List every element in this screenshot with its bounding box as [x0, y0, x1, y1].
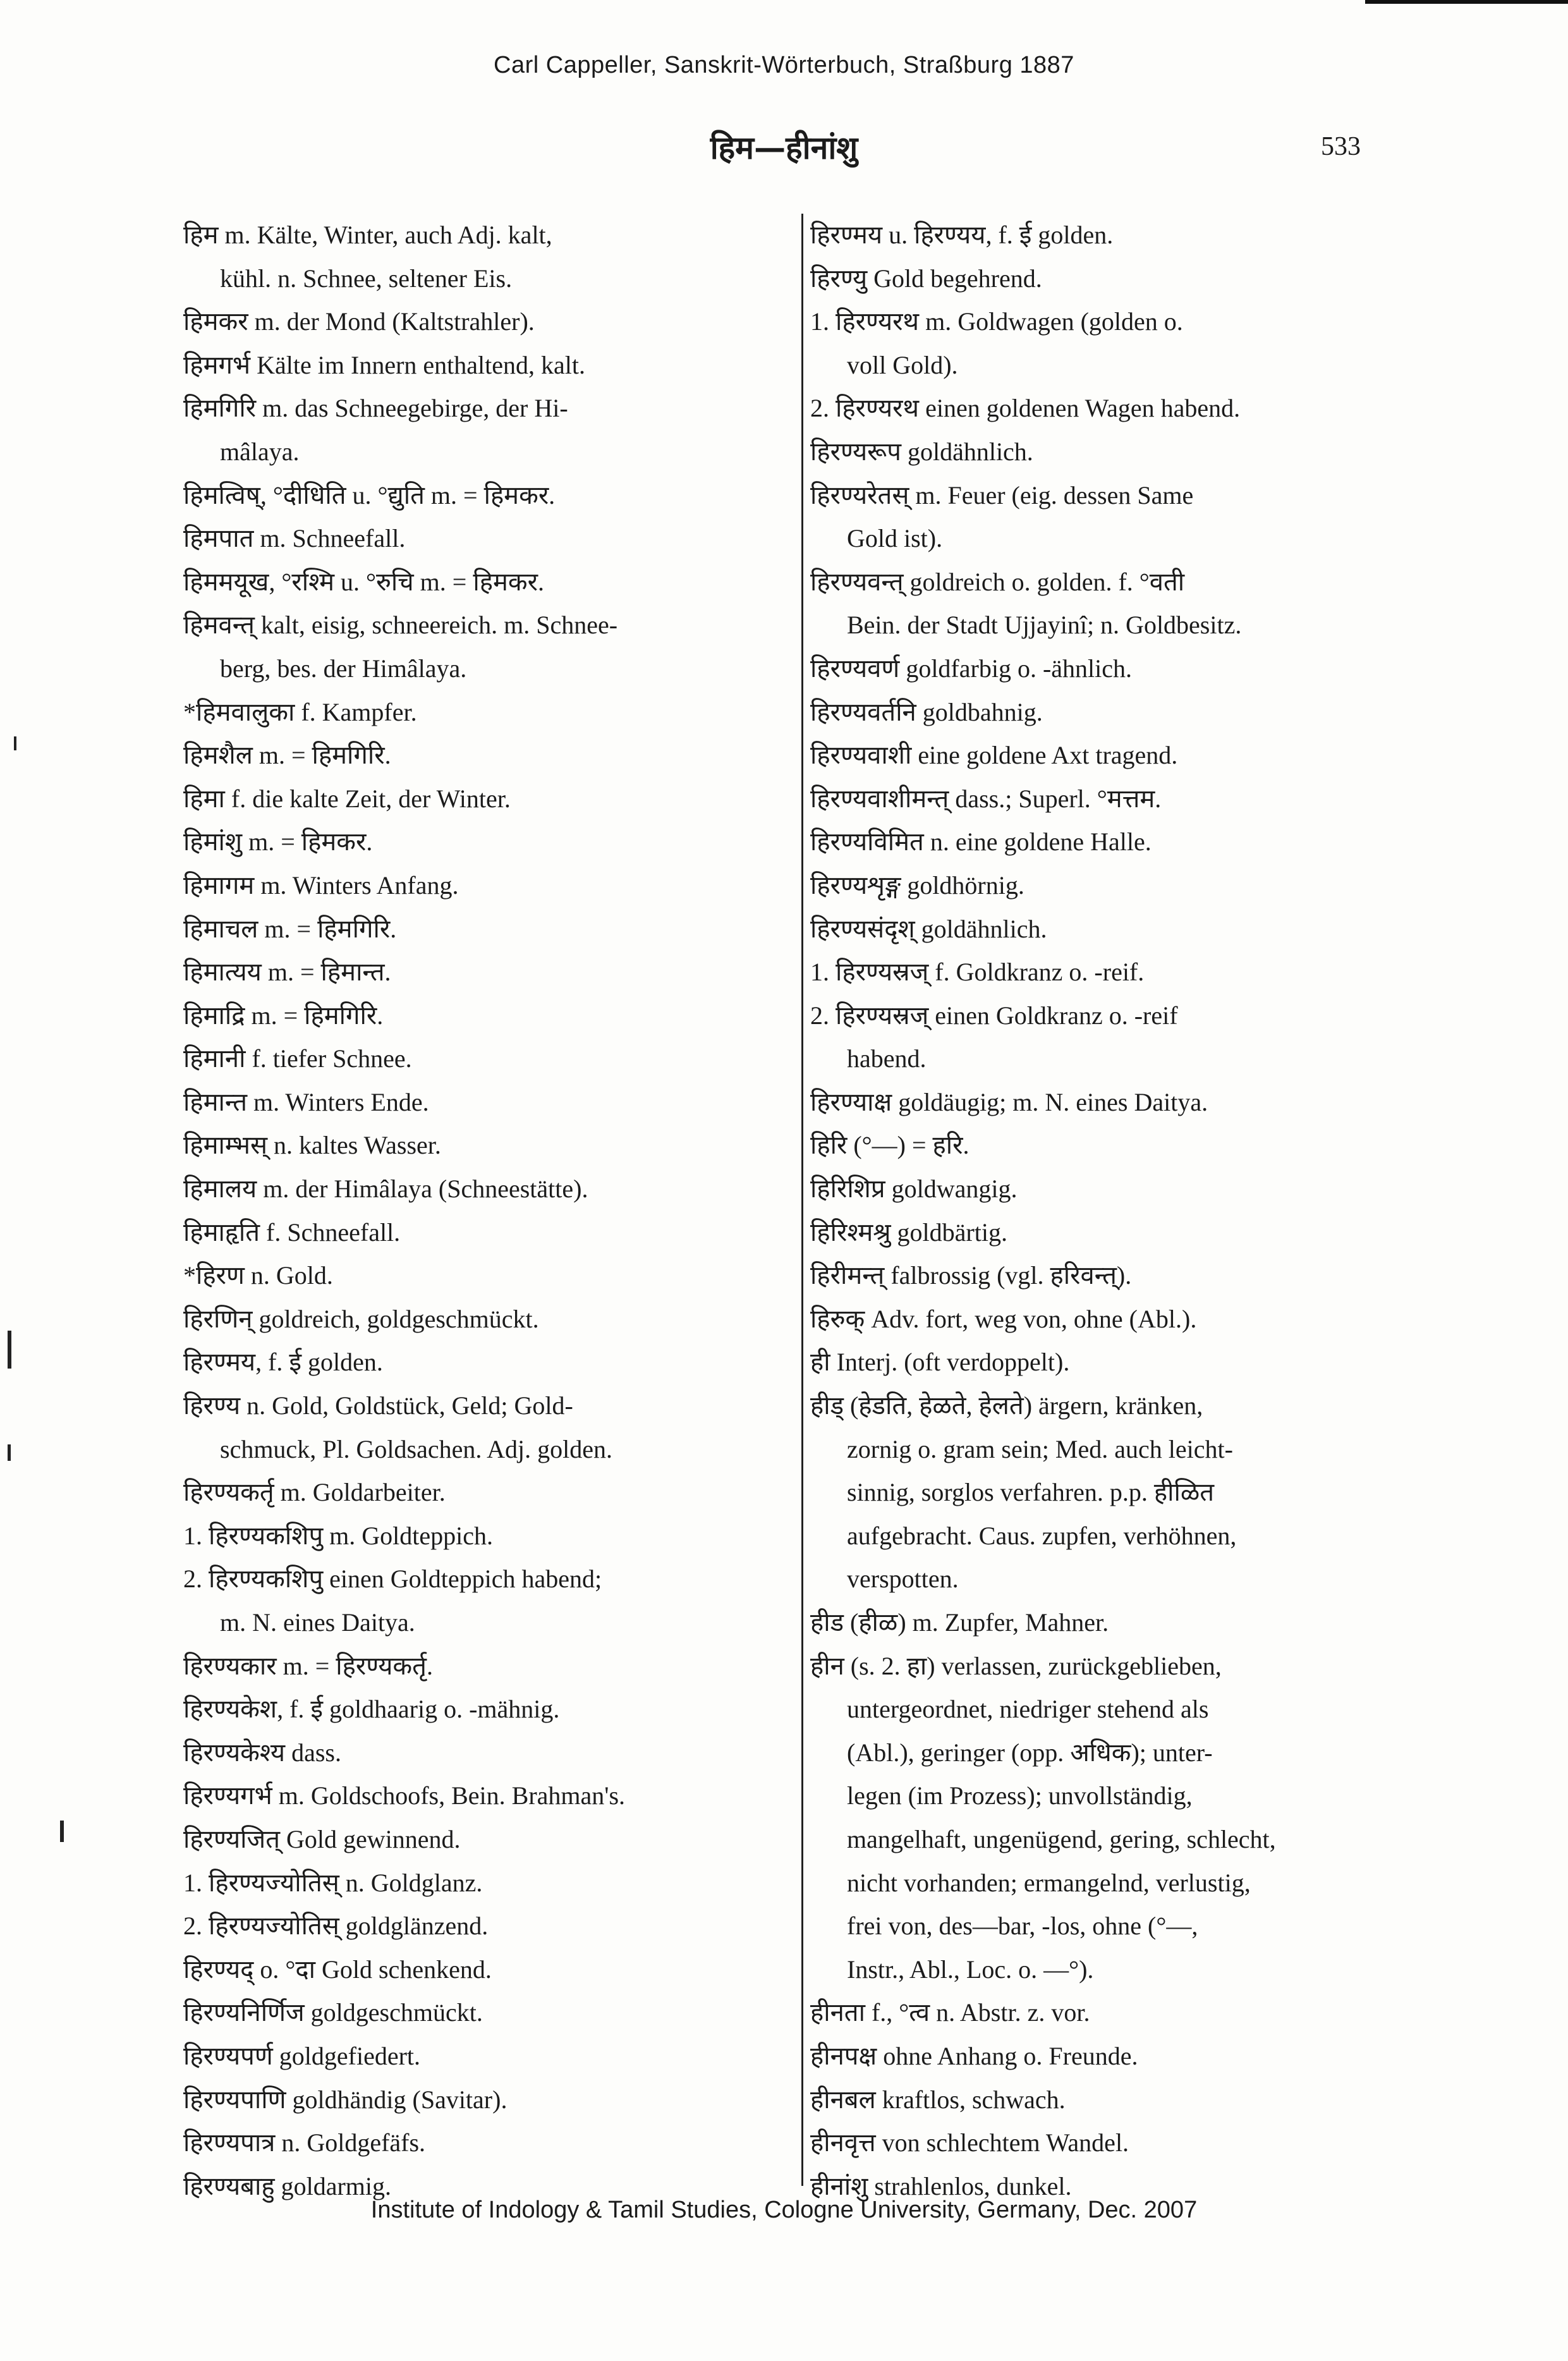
dictionary-line: हिमशैल m. = हिमगिरि.: [183, 741, 391, 770]
dictionary-line: हिरण्यद् o. °दा Gold schenkend.: [183, 1955, 492, 1984]
dictionary-line: हिरण्यवर्ण goldfarbig o. -ähnlich.: [810, 654, 1132, 683]
dictionary-line: हिमकर m. der Mond (Kaltstrahler).: [183, 307, 535, 336]
dictionary-line: हिरण्यपात्र n. Goldgefäfs.: [183, 2128, 426, 2157]
column-divider: [801, 214, 803, 2186]
left-column: [183, 214, 784, 2200]
dictionary-line: हिमा f. die kalte Zeit, der Winter.: [183, 784, 511, 813]
dictionary-line: हिरण्यरेतस् m. Feuer (eig. dessen Same: [810, 480, 1194, 509]
source-footer: Institute of Indology & Tamil Studies, Cologne University, Germany, Dec. 2007: [370, 2197, 1198, 2223]
dictionary-line: habend.: [847, 1044, 927, 1073]
dictionary-line: हिरण्यकार m. = हिरण्यकर्तृ.: [183, 1651, 433, 1680]
dictionary-line: berg, bes. der Himâlaya.: [220, 654, 467, 683]
dictionary-line: 1. हिरण्यरथ m. Goldwagen (golden o.: [810, 307, 1183, 336]
dictionary-line: हिरण्याक्ष goldäugig; m. N. eines Daitya.: [810, 1087, 1208, 1116]
dictionary-line: (Abl.), geringer (opp. अधिक); unter-: [847, 1738, 1213, 1767]
dictionary-line: legen (im Prozess); unvollständig,: [847, 1781, 1193, 1810]
dictionary-line: Gold ist).: [847, 524, 943, 553]
dictionary-line: हिमाहृति f. Schneefall.: [183, 1217, 401, 1247]
dictionary-line: frei von, des—bar, -los, ohne (°—,: [847, 1912, 1198, 1941]
dictionary-line: हिमाद्रि m. = हिमगिरि.: [183, 1001, 384, 1030]
dictionary-line: हिरण्यवाशीमन्त् dass.; Superl. °मत्तम.: [810, 784, 1162, 813]
dictionary-line: 1. हिरण्यस्रज् f. Goldkranz o. -reif.: [810, 958, 1145, 987]
dictionary-line: हिमागम m. Winters Anfang.: [183, 870, 459, 900]
dictionary-line: sinnig, sorglos verfahren. p.p. हीळित: [847, 1478, 1215, 1507]
dictionary-line: हिमत्विष्, °दीधिति u. °द्युति m. = हिमकर.: [183, 480, 556, 509]
dictionary-line: m. N. eines Daitya.: [220, 1608, 415, 1637]
dictionary-line: kühl. n. Schnee, seltener Eis.: [220, 264, 513, 293]
dictionary-line: 2. हिरण्यज्योतिस् goldglänzend.: [183, 1912, 489, 1941]
dictionary-line: हिमाचल m. = हिमगिरि.: [183, 914, 397, 943]
dictionary-line: हिरण्यबाहु goldarmig.: [183, 2171, 392, 2200]
dictionary-line: हीड (हीळ) m. Zupfer, Mahner.: [810, 1608, 1109, 1637]
dictionary-line: हिमगर्भ Kälte im Innern enthaltend, kalt.: [183, 350, 585, 379]
dictionary-line: हिमांशु m. = हिमकर.: [183, 827, 373, 857]
dictionary-line: हीन (s. 2. हा) verlassen, zurückgeblieben,: [810, 1651, 1222, 1680]
dictionary-line: हिरण्मय u. हिरण्यय, f. ई golden.: [810, 221, 1114, 249]
dictionary-line: zornig o. gram sein; Med. auch leicht-: [847, 1434, 1233, 1463]
dictionary-line: हिरि (°—) = हरि.: [810, 1131, 969, 1160]
dictionary-line: हिमालय m. der Himâlaya (Schneestätte).: [183, 1174, 588, 1204]
running-head: हिम—हीनांशु: [710, 130, 858, 166]
scan-mark: [8, 1444, 11, 1461]
dictionary-line: हिरण्मय, f. ई golden.: [183, 1348, 383, 1377]
dictionary-line: Bein. der Stadt Ujjayinî; n. Goldbesitz.: [847, 611, 1242, 640]
scan-mark: [14, 736, 16, 750]
top-border-line: [1365, 0, 1568, 4]
dictionary-line: nicht vorhanden; ermangelnd, verlustig,: [847, 1868, 1251, 1897]
dictionary-line: हिरण्यजित् Gold gewinnend.: [183, 1824, 461, 1853]
dictionary-line: हिमगिरि m. das Schneegebirge, der Hi-: [183, 394, 568, 423]
dictionary-line: हिमपात m. Schneefall.: [183, 524, 406, 553]
dictionary-line: हिमात्यय m. = हिमान्त.: [183, 958, 391, 987]
right-column: [810, 214, 1408, 2200]
dictionary-line: हिरण्य n. Gold, Goldstück, Geld; Gold-: [183, 1391, 573, 1420]
dictionary-line: untergeordnet, niedriger stehend als: [847, 1695, 1209, 1724]
page-number: 533: [1321, 132, 1361, 161]
dictionary-line: हिरण्यनिर्णिज goldgeschmückt.: [183, 1998, 483, 2027]
dictionary-line: हिरिश्मश्रु goldbärtig.: [810, 1217, 1007, 1247]
dictionary-line: Instr., Abl., Loc. o. —°).: [847, 1955, 1094, 1984]
source-header: Carl Cappeller, Sanskrit-Wörterbuch, Straßburg 1887: [494, 52, 1074, 78]
dictionary-line: mâlaya.: [220, 437, 300, 466]
dictionary-line: हीनांशु strahlenlos, dunkel.: [810, 2171, 1072, 2200]
dictionary-line: 2. हिरण्यस्रज् einen Goldkranz o. -reif: [810, 1001, 1178, 1030]
dictionary-line: हिरण्यकेश्य dass.: [183, 1738, 341, 1767]
dictionary-line: हिरण्यपर्ण goldgefiedert.: [183, 2041, 421, 2070]
dictionary-line: 1. हिरण्यकशिपु m. Goldteppich.: [183, 1521, 494, 1550]
dictionary-line: हिरणिन् goldreich, goldgeschmückt.: [183, 1304, 539, 1333]
dictionary-line: हिरण्यरूप goldähnlich.: [810, 437, 1033, 466]
dictionary-line: हिरण्यवर्तनि goldbahnig.: [810, 697, 1043, 726]
dictionary-line: हीनवृत्त von schlechtem Wandel.: [810, 2128, 1129, 2157]
dictionary-line: हिरुक् Adv. fort, weg von, ohne (Abl.).: [810, 1304, 1197, 1333]
dictionary-line: हीड् (हेडति, हेळते, हेलते) ärgern, kränken,: [810, 1391, 1203, 1420]
dictionary-line: हिरीमन्त् falbrossig (vgl. हरिवन्त्).: [810, 1261, 1132, 1290]
dictionary-line: हिरण्यु Gold begehrend.: [810, 264, 1042, 293]
dictionary-line: verspotten.: [847, 1565, 959, 1594]
dictionary-line: हिरण्यपाणि goldhändig (Savitar).: [183, 2085, 507, 2114]
dictionary-line: हीनबल kraftlos, schwach.: [810, 2085, 1066, 2114]
dictionary-line: *हिरण n. Gold.: [183, 1261, 333, 1290]
dictionary-line: हिरण्यसंदृश् goldähnlich.: [810, 914, 1047, 943]
dictionary-line: 2. हिरण्यकशिपु einen Goldteppich habend;: [183, 1565, 602, 1594]
dictionary-line: हिरण्यशृङ्ग goldhörnig.: [810, 870, 1024, 900]
scan-mark: [60, 1821, 64, 1842]
dictionary-line: हीनता f., °त्व n. Abstr. z. vor.: [810, 1998, 1090, 2027]
dictionary-line: हिमाम्भस् n. kaltes Wasser.: [183, 1131, 441, 1160]
dictionary-line: 1. हिरण्यज्योतिस् n. Goldglanz.: [183, 1868, 483, 1897]
dictionary-line: हीनपक्ष ohne Anhang o. Freunde.: [810, 2041, 1138, 2070]
dictionary-line: *हिमवालुका f. Kampfer.: [183, 697, 417, 726]
scan-mark: [8, 1331, 11, 1369]
dictionary-line: हिरण्यकेश, f. ई goldhaarig o. -mähnig.: [183, 1695, 560, 1724]
dictionary-line: schmuck, Pl. Goldsachen. Adj. golden.: [220, 1434, 613, 1463]
dictionary-line: aufgebracht. Caus. zupfen, verhöhnen,: [847, 1521, 1237, 1550]
dictionary-line: ही Interj. (oft verdoppelt).: [810, 1348, 1070, 1377]
dictionary-line: हिमवन्त् kalt, eisig, schneereich. m. Schnee-: [183, 611, 618, 640]
dictionary-line: हिरिशिप्र goldwangig.: [810, 1174, 1018, 1204]
dictionary-line: हिममयूख, °रश्मि u. °रुचि m. = हिमकर.: [183, 567, 544, 596]
dictionary-line: हिरण्यवन्त् goldreich o. golden. f. °वती: [810, 567, 1185, 596]
dictionary-line: हिम m. Kälte, Winter, auch Adj. kalt,: [183, 221, 552, 249]
dictionary-line: हिमानी f. tiefer Schnee.: [183, 1044, 412, 1073]
dictionary-line: 2. हिरण्यरथ einen goldenen Wagen habend.: [810, 394, 1241, 423]
dictionary-line: हिरण्यविमित n. eine goldene Halle.: [810, 827, 1152, 857]
dictionary-line: हिरण्यकर्तृ m. Goldarbeiter.: [183, 1478, 446, 1507]
dictionary-line: voll Gold).: [847, 350, 958, 379]
dictionary-line: हिरण्यगर्भ m. Goldschoofs, Bein. Brahman's.: [183, 1781, 626, 1810]
dictionary-line: हिमान्त m. Winters Ende.: [183, 1087, 429, 1116]
dictionary-line: mangelhaft, ungenügend, gering, schlecht,: [847, 1824, 1276, 1853]
dictionary-line: हिरण्यवाशी eine goldene Axt tragend.: [810, 741, 1178, 770]
